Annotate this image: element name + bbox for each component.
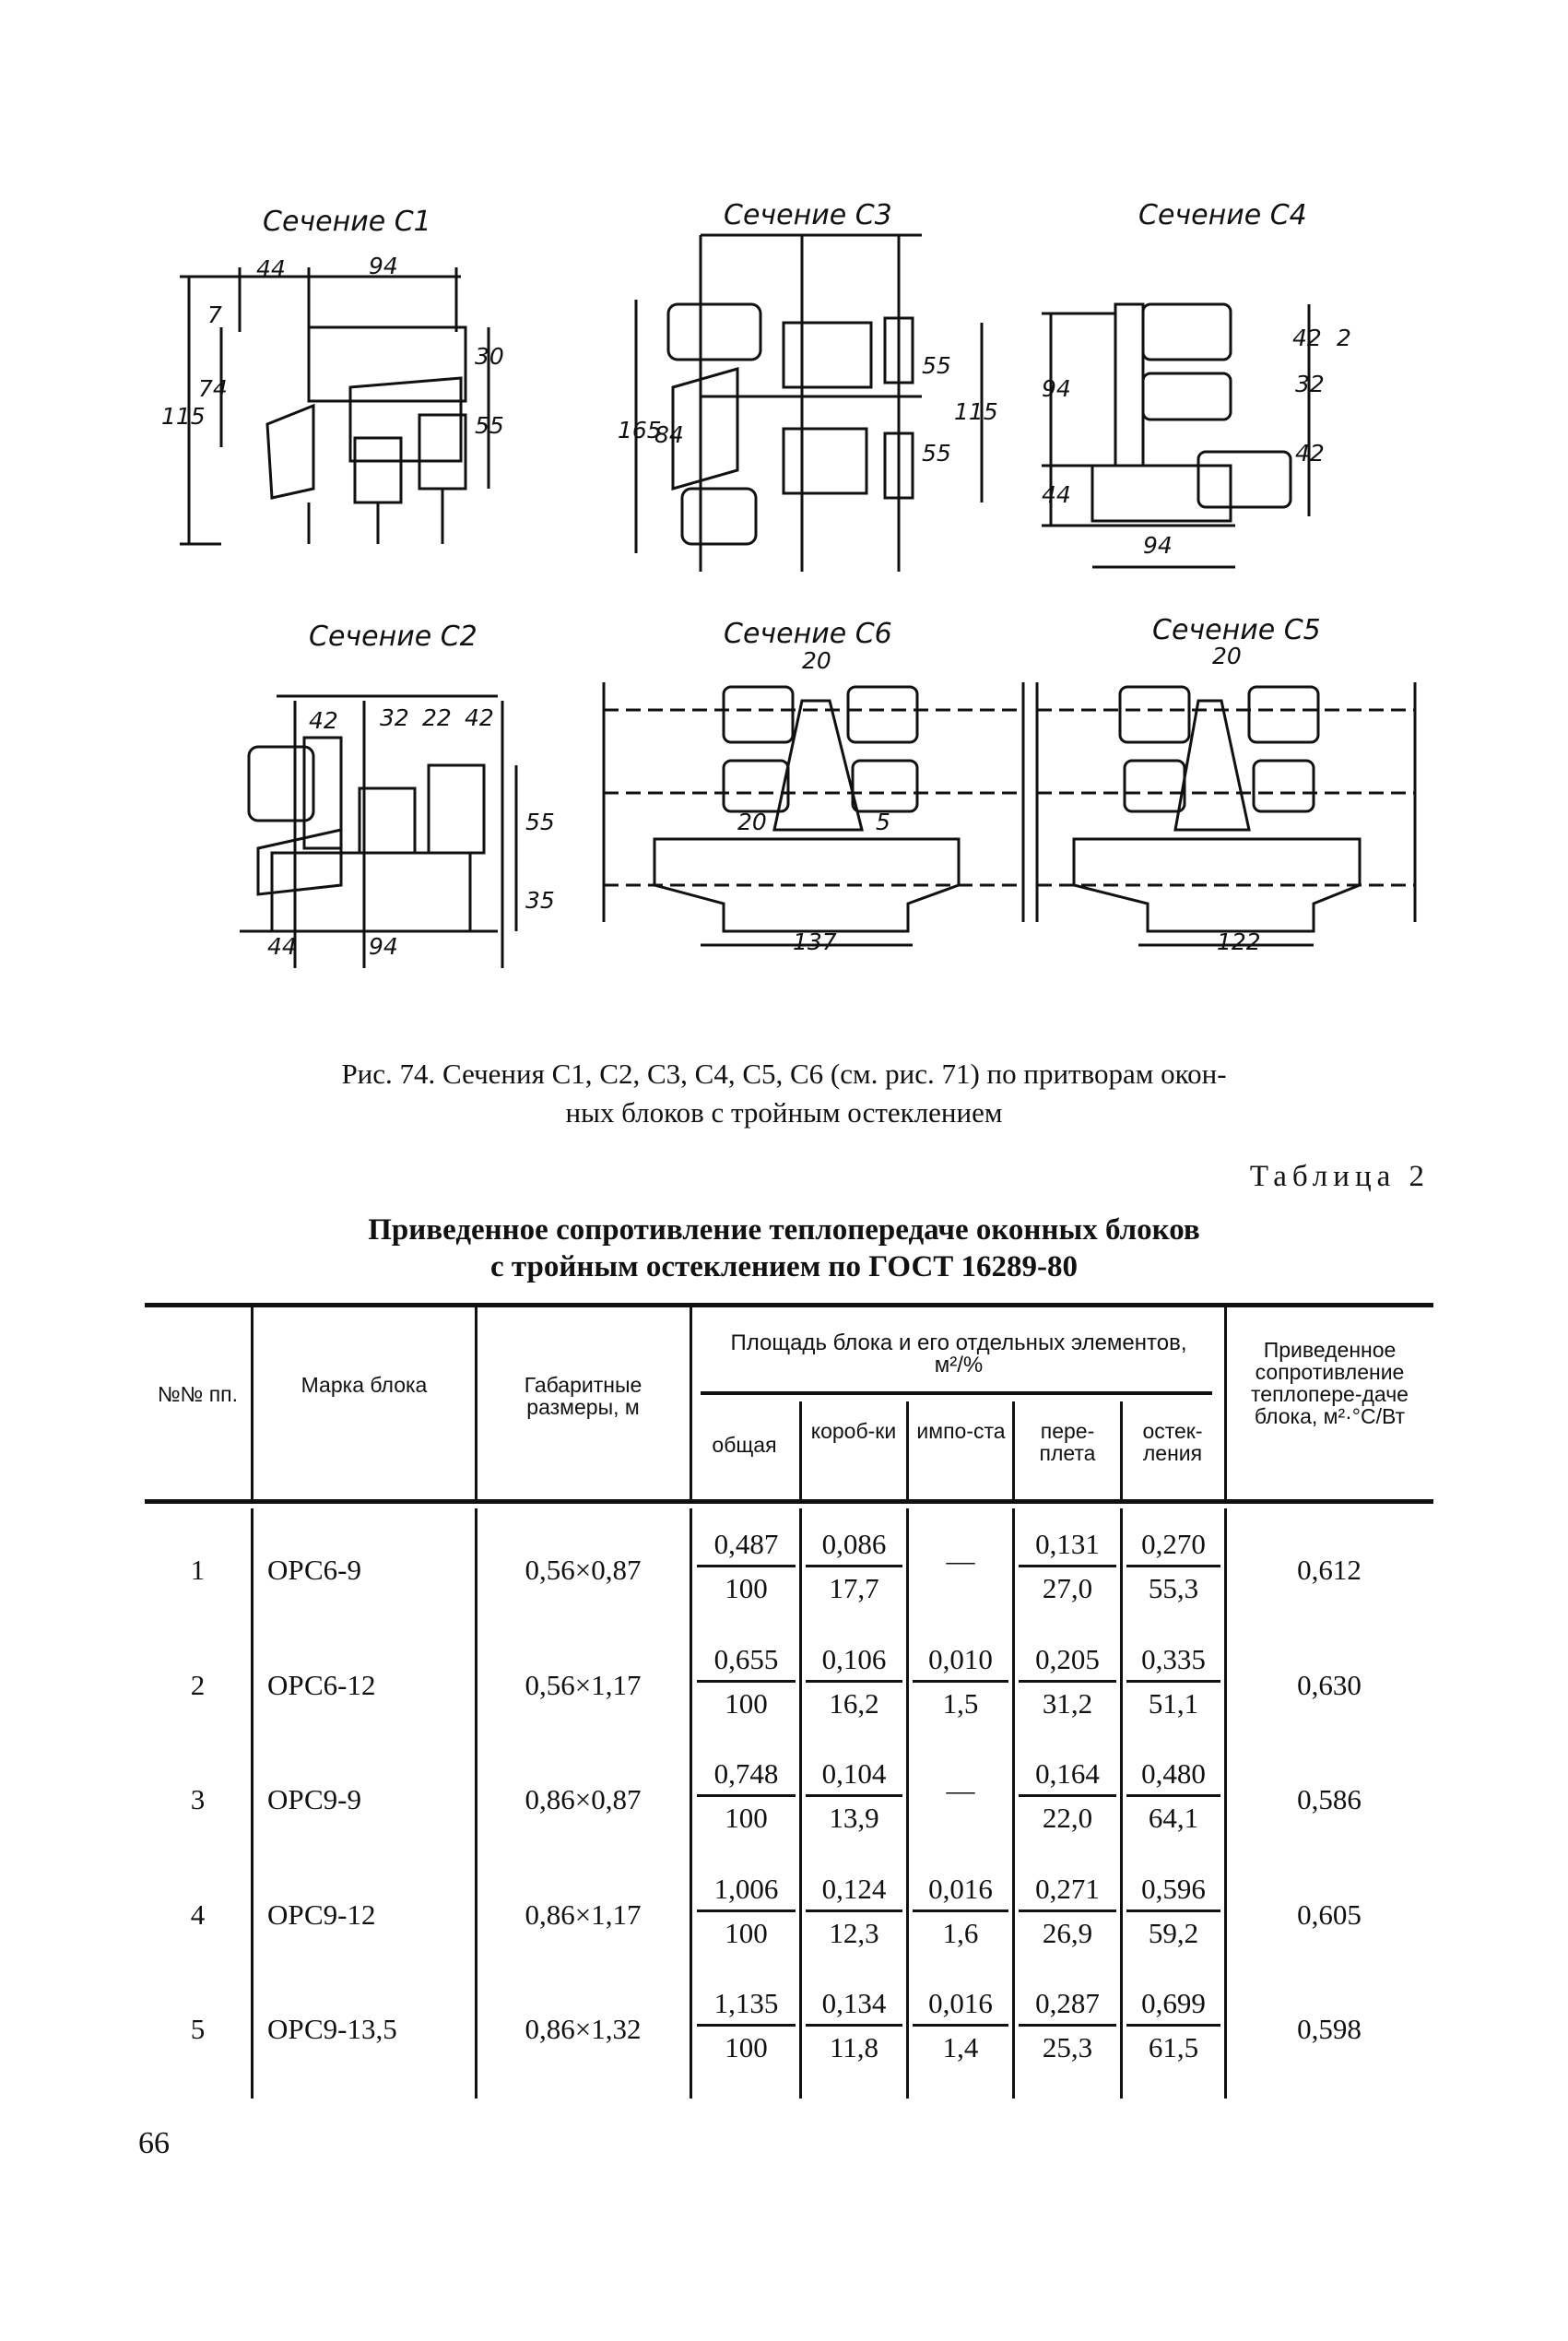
area-percent: 31,2 xyxy=(1042,1686,1093,1720)
table-top-rule xyxy=(145,1303,1433,1307)
area-percent: 26,9 xyxy=(1042,1916,1093,1949)
section-c6 xyxy=(604,618,1023,955)
area-percent: 51,1 xyxy=(1148,1686,1199,1720)
column-rule xyxy=(1224,1508,1227,2099)
dim-label: 42 xyxy=(465,704,494,731)
area-value: 0,104 xyxy=(821,1757,887,1790)
area-percent: 64,1 xyxy=(1148,1802,1199,1834)
column-rule xyxy=(251,1307,253,1501)
dim-label: 42 xyxy=(309,707,338,734)
dim-label: 42 xyxy=(1292,325,1322,351)
section-c1 xyxy=(161,206,504,544)
row-number: 1 xyxy=(190,1554,206,1586)
area-value: 0,699 xyxy=(1141,1987,1206,2019)
area-value: 0,480 xyxy=(1141,1757,1206,1790)
area-value: 0,131 xyxy=(1035,1528,1100,1560)
column-rule xyxy=(799,1401,802,1501)
fraction-bar xyxy=(806,2024,902,2027)
dim-label: 94 xyxy=(1042,375,1071,402)
dim-label: 5 xyxy=(876,809,890,835)
area-percent: 100 xyxy=(725,1572,768,1604)
column-rule xyxy=(690,1307,692,1501)
fraction-bar xyxy=(1126,1909,1220,1912)
resistance-value: 0,630 xyxy=(1297,1668,1362,1701)
area-percent: 55,3 xyxy=(1148,1572,1199,1604)
dim-label: 84 xyxy=(654,421,684,448)
section-title: Сечение С3 xyxy=(724,199,892,231)
area-percent: 16,2 xyxy=(829,1686,879,1720)
header-area-impost: импо-ста xyxy=(916,1419,1006,1443)
fraction-bar xyxy=(697,1680,796,1683)
area-value: 0,487 xyxy=(713,1528,779,1560)
empty-value-dash: — xyxy=(946,1544,975,1577)
block-mark: ОРС6-9 xyxy=(267,1554,362,1586)
column-rule xyxy=(475,1508,477,2099)
area-value: 0,655 xyxy=(713,1642,779,1675)
fraction-bar xyxy=(806,1794,902,1797)
dim-label: 20 xyxy=(737,809,767,835)
area-value: 0,010 xyxy=(928,1642,993,1675)
dim-label: 22 xyxy=(422,704,452,731)
dim-label: 42 xyxy=(1295,440,1325,467)
column-rule xyxy=(1012,1401,1015,1501)
dim-label: 94 xyxy=(369,253,398,279)
header-area-glazing: остек-ления xyxy=(1142,1419,1203,1465)
section-title: Сечение С6 xyxy=(724,618,892,650)
section-c5 xyxy=(1037,614,1415,955)
area-value: 0,271 xyxy=(1035,1872,1100,1905)
fraction-bar xyxy=(806,1909,902,1912)
area-percent: 59,2 xyxy=(1148,1916,1199,1949)
header-size: Габаритные размеры, м xyxy=(524,1373,643,1419)
section-title: Сечение С5 xyxy=(1152,614,1321,646)
area-value: 1,135 xyxy=(713,1987,779,2019)
block-size: 0,56×1,17 xyxy=(525,1668,642,1701)
header-resistance: Приведенное сопротивление теплопере-даче блока, м²·°С/Вт xyxy=(1251,1338,1409,1428)
area-value: 0,596 xyxy=(1141,1872,1206,1905)
column-rule xyxy=(251,1508,253,2099)
table-title xyxy=(0,1212,1568,1285)
fraction-bar xyxy=(1126,1794,1220,1797)
fraction-bar xyxy=(1019,1565,1116,1567)
dim-label: 35 xyxy=(525,887,555,914)
fraction-bar xyxy=(1126,2024,1220,2027)
area-percent: 12,3 xyxy=(829,1916,879,1949)
area-percent: 100 xyxy=(725,2031,768,2063)
area-percent: 1,4 xyxy=(942,2031,979,2063)
fraction-bar xyxy=(1019,1794,1116,1797)
resistance-value: 0,605 xyxy=(1297,1898,1362,1931)
area-value: 0,086 xyxy=(821,1528,887,1560)
empty-value-dash: — xyxy=(946,1774,975,1806)
column-rule xyxy=(475,1307,477,1501)
header-area-total: общая xyxy=(712,1433,777,1457)
table-label: Таблица 2 xyxy=(1249,1160,1430,1193)
dim-label: 94 xyxy=(369,933,398,960)
row-number: 5 xyxy=(190,2013,206,2045)
header-area-box: короб-ки xyxy=(810,1419,897,1443)
dim-label: 20 xyxy=(1212,643,1242,669)
area-percent: 61,5 xyxy=(1148,2031,1199,2063)
column-rule xyxy=(906,1401,909,1501)
section-title: Сечение С2 xyxy=(309,621,477,653)
dim-label: 165 xyxy=(618,417,662,443)
area-percent: 25,3 xyxy=(1042,2031,1093,2063)
fraction-bar xyxy=(1019,2024,1116,2027)
area-percent: 100 xyxy=(725,1802,768,1834)
area-percent: 22,0 xyxy=(1042,1802,1093,1834)
fraction-bar xyxy=(913,2024,1008,2027)
area-value: 0,205 xyxy=(1035,1642,1100,1675)
resistance-value: 0,612 xyxy=(1297,1554,1362,1586)
area-percent: 11,8 xyxy=(829,2031,879,2063)
dim-label: 115 xyxy=(161,403,206,430)
fraction-bar xyxy=(697,1909,796,1912)
dim-label: 74 xyxy=(198,375,228,402)
area-value: 0,164 xyxy=(1035,1757,1100,1790)
area-percent: 100 xyxy=(725,1686,768,1720)
block-size: 0,86×0,87 xyxy=(525,1783,642,1815)
dim-label: 44 xyxy=(1042,481,1071,508)
area-value: 0,748 xyxy=(713,1757,779,1790)
area-value: 0,134 xyxy=(821,1987,887,2019)
block-mark: ОРС9-9 xyxy=(267,1783,362,1815)
header-area-group: Площадь блока и его отдельных элементов, м²/% xyxy=(730,1330,1187,1377)
area-value: 0,270 xyxy=(1141,1528,1206,1560)
resistance-value: 0,598 xyxy=(1297,2013,1362,2045)
dim-label: 55 xyxy=(922,440,951,467)
block-mark: ОРС9-13,5 xyxy=(267,2013,397,2045)
section-c4 xyxy=(1042,199,1351,567)
area-percent: 13,9 xyxy=(829,1802,879,1834)
dim-label: 7 xyxy=(207,301,222,328)
figure-caption-line2: ных блоков с тройным остеклением xyxy=(565,1096,1003,1129)
section-title: Сечение С4 xyxy=(1138,199,1307,231)
area-percent: 1,5 xyxy=(942,1686,979,1720)
figure-caption-line1: Рис. 74. Сечения С1, С2, С3, С4, С5, С6 (см. рис. 71) по притворам окон- xyxy=(341,1058,1227,1090)
table-title-line2: с тройным остеклением по ГОСТ 16289-80 xyxy=(489,1250,1079,1283)
section-title: Сечение С1 xyxy=(263,206,431,238)
fraction-bar xyxy=(697,1565,796,1567)
block-size: 0,86×1,32 xyxy=(525,2013,642,2045)
block-size: 0,86×1,17 xyxy=(525,1898,642,1931)
area-percent: 100 xyxy=(725,1916,768,1949)
fraction-bar xyxy=(697,1794,796,1797)
fraction-bar xyxy=(1126,1565,1220,1567)
area-value: 1,006 xyxy=(713,1872,779,1905)
window-sections-figure xyxy=(0,166,1568,1014)
area-value: 0,335 xyxy=(1141,1642,1206,1675)
dim-label: 122 xyxy=(1217,928,1261,955)
dim-label: 32 xyxy=(1295,371,1325,397)
header-mark: Марка блока xyxy=(301,1373,428,1397)
dim-label: 137 xyxy=(793,928,837,955)
block-mark: ОРС6-12 xyxy=(267,1668,376,1701)
area-value: 0,016 xyxy=(928,1987,993,2019)
dim-label: 44 xyxy=(256,255,286,282)
header-area-sash: пере-плета xyxy=(1039,1419,1096,1465)
dim-label: 55 xyxy=(922,352,951,379)
dim-label: 115 xyxy=(954,398,998,425)
group-header-rule xyxy=(701,1391,1212,1395)
dim-label: 30 xyxy=(475,343,504,370)
area-value: 0,124 xyxy=(821,1872,887,1905)
header-num: №№ пп. xyxy=(157,1382,239,1406)
dim-label: 94 xyxy=(1143,532,1173,559)
block-size: 0,56×0,87 xyxy=(525,1554,642,1586)
dim-label: 20 xyxy=(802,647,831,674)
header-bottom-rule xyxy=(145,1499,1433,1504)
section-c2 xyxy=(240,621,555,968)
fraction-bar xyxy=(1019,1680,1116,1683)
area-percent: 27,0 xyxy=(1042,1572,1093,1604)
fraction-bar xyxy=(913,1909,1008,1912)
table-title-line1: Приведенное сопротивление теплопередаче оконных блоков xyxy=(368,1213,1200,1247)
area-value: 0,106 xyxy=(821,1642,887,1675)
fraction-bar xyxy=(806,1680,902,1683)
row-number: 3 xyxy=(190,1783,206,1815)
area-value: 0,016 xyxy=(928,1872,993,1905)
row-number: 2 xyxy=(190,1668,206,1701)
column-rule xyxy=(1120,1401,1123,1501)
page-number: 66 xyxy=(138,2126,170,2160)
area-percent: 1,6 xyxy=(942,1916,979,1949)
dim-label: 55 xyxy=(525,809,555,835)
fraction-bar xyxy=(806,1565,902,1567)
dim-label: 32 xyxy=(380,704,409,731)
area-percent: 17,7 xyxy=(829,1572,879,1604)
dim-label: 55 xyxy=(475,412,504,439)
dim-label: 44 xyxy=(267,933,297,960)
row-number: 4 xyxy=(190,1898,206,1931)
fraction-bar xyxy=(913,1680,1008,1683)
fraction-bar xyxy=(1126,1680,1220,1683)
section-c3 xyxy=(618,199,998,572)
dim-label: 2 xyxy=(1337,325,1351,351)
block-mark: ОРС9-12 xyxy=(267,1898,376,1931)
column-rule xyxy=(690,1508,692,2099)
column-rule xyxy=(1224,1307,1227,1501)
area-value: 0,287 xyxy=(1035,1987,1100,2019)
fraction-bar xyxy=(697,2024,796,2027)
fraction-bar xyxy=(1019,1909,1116,1912)
resistance-value: 0,586 xyxy=(1297,1783,1362,1815)
